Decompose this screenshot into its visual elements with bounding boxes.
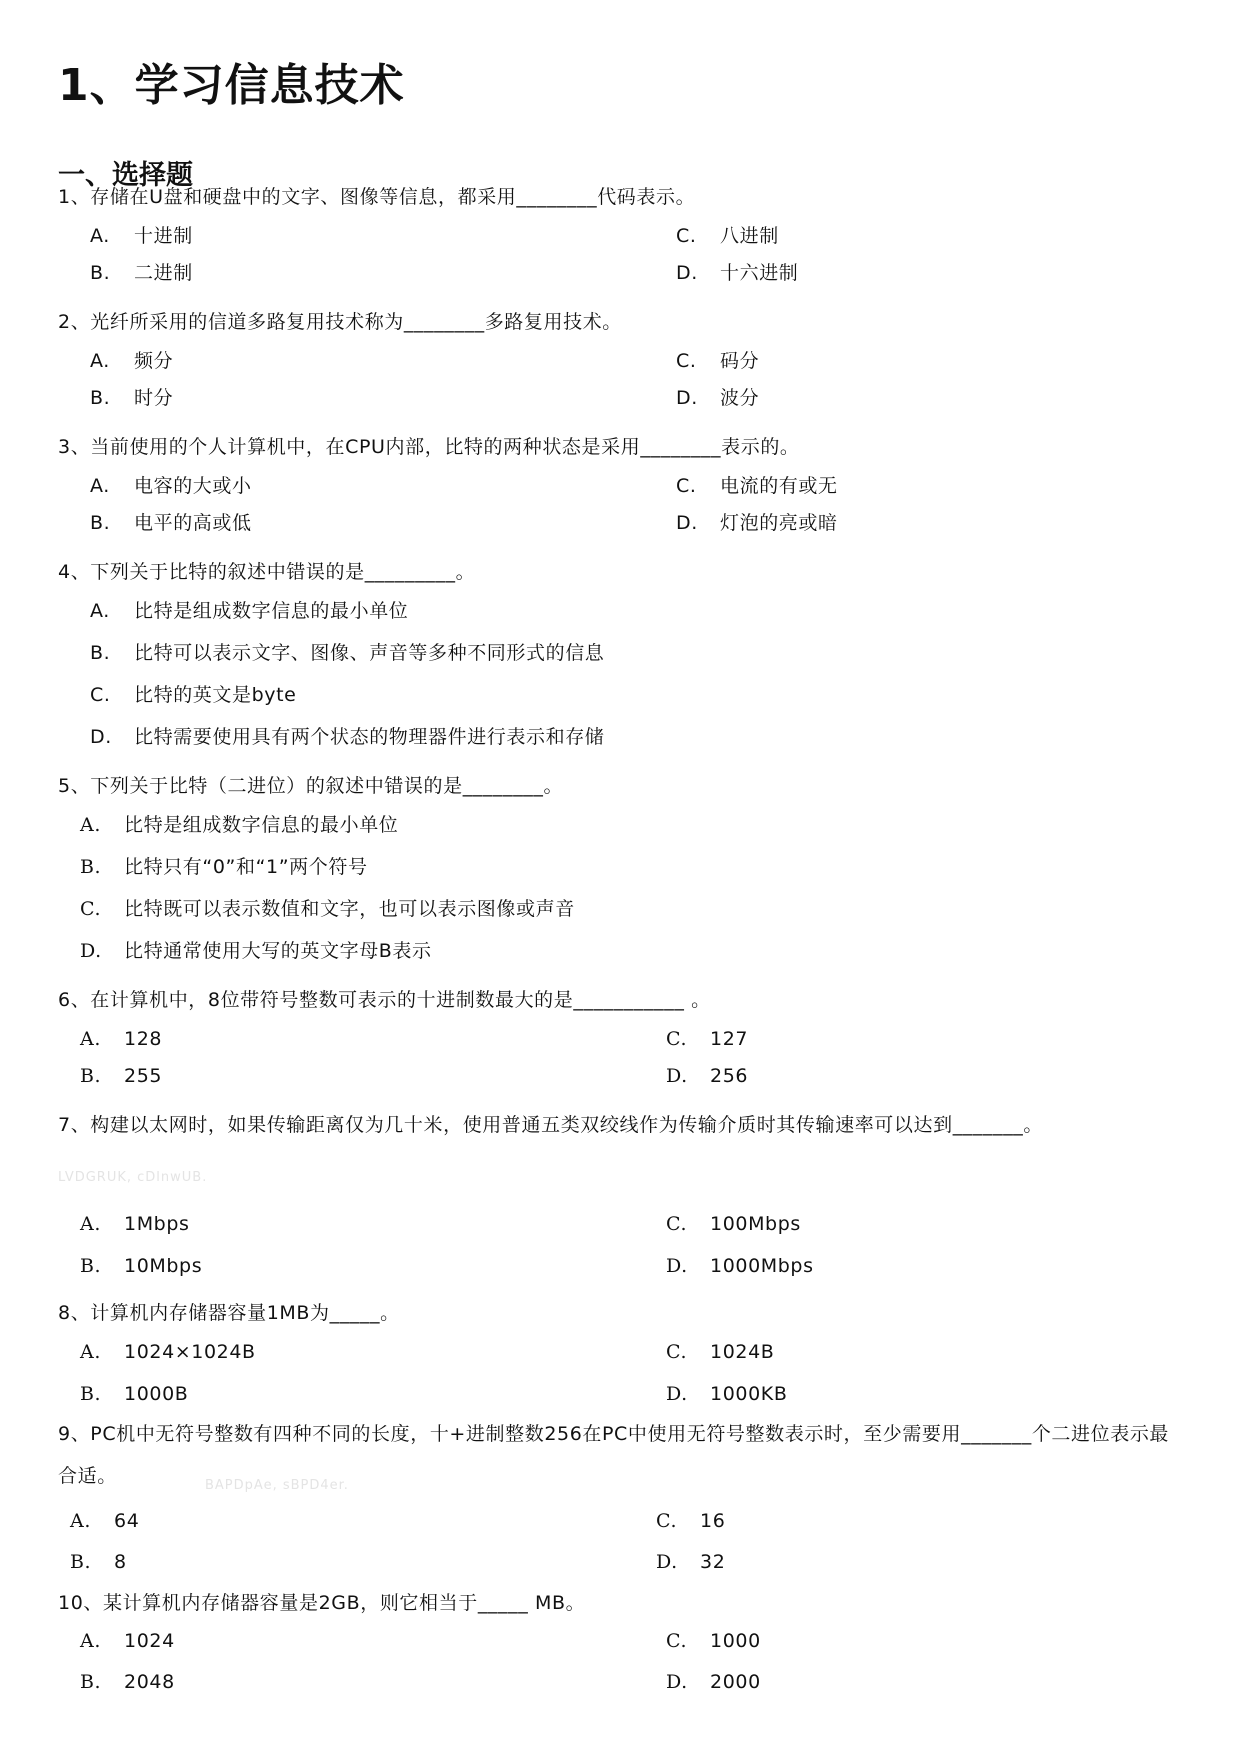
q4-option-c: C. 比特的英文是byte	[90, 684, 297, 706]
q3-option-b: B. 电平的高或低	[90, 512, 252, 534]
q9-option-a: A. 64	[70, 1510, 140, 1532]
question-5-stem: 5、下列关于比特（二进位）的叙述中错误的是________。	[58, 775, 564, 797]
question-6-stem: 6、在计算机中，8位带符号整数可表示的十进制数最大的是___________ 。	[58, 989, 711, 1011]
page-title: 1、学习信息技术	[58, 60, 405, 111]
q5-option-c: C. 比特既可以表示数值和文字，也可以表示图像或声音	[80, 898, 575, 920]
q7-option-d: D. 1000Mbps	[666, 1255, 814, 1277]
q3-option-d: D. 灯泡的亮或暗	[676, 512, 838, 534]
q6-option-c: C. 127	[666, 1028, 749, 1050]
q1-option-a: A. 十进制	[90, 225, 193, 247]
q5-option-d: D. 比特通常使用大写的英文字母B表示	[80, 940, 432, 962]
q2-option-a: A. 频分	[90, 350, 174, 372]
question-7-stem: 7、构建以太网时，如果传输距离仅为几十米，使用普通五类双绞线作为传输介质时其传输速率可以达到_______。	[58, 1114, 1043, 1136]
q3-option-a: A. 电容的大或小	[90, 475, 252, 497]
q7-option-c: C. 100Mbps	[666, 1213, 801, 1235]
question-4-stem: 4、下列关于比特的叙述中错误的是_________。	[58, 561, 476, 583]
q10-option-d: D. 2000	[666, 1671, 761, 1693]
question-2-stem: 2、光纤所采用的信道多路复用技术称为________多路复用技术。	[58, 311, 622, 333]
q2-option-d: D. 波分	[676, 387, 760, 409]
q4-option-a: A. 比特是组成数字信息的最小单位	[90, 600, 409, 622]
q8-option-b: B. 1000B	[80, 1383, 189, 1405]
faint-watermark-text: LVDGRUK, cDlnwUB.	[58, 1170, 208, 1185]
q1-option-d: D. 十六进制	[676, 262, 799, 284]
q5-option-a: A. 比特是组成数字信息的最小单位	[80, 814, 399, 836]
q9-option-c: C. 16	[656, 1510, 726, 1532]
q9-option-d: D. 32	[656, 1551, 726, 1573]
q2-option-b: B. 时分	[90, 387, 174, 409]
q8-option-a: A. 1024×1024B	[80, 1341, 256, 1363]
q10-option-b: B. 2048	[80, 1671, 175, 1693]
q1-option-c: C. 八进制	[676, 225, 779, 247]
q6-option-b: B. 255	[80, 1065, 163, 1087]
q8-option-d: D. 1000KB	[666, 1383, 788, 1405]
q4-option-d: D. 比特需要使用具有两个状态的物理器件进行表示和存储	[90, 726, 605, 748]
q8-option-c: C. 1024B	[666, 1341, 775, 1363]
q10-option-c: C. 1000	[666, 1630, 761, 1652]
q5-option-b: B. 比特只有“0”和“1”两个符号	[80, 856, 368, 878]
q1-option-b: B. 二进制	[90, 262, 193, 284]
q6-option-d: D. 256	[666, 1065, 749, 1087]
q9-option-b: B. 8	[70, 1551, 127, 1573]
question-8-stem: 8、计算机内存储器容量1MB为_____。	[58, 1302, 400, 1324]
faint-watermark-text-2: BAPDpAe, sBPD4er.	[205, 1478, 349, 1493]
question-10-stem: 10、某计算机内存储器容量是2GB，则它相当于_____ MB。	[58, 1592, 586, 1614]
q7-option-a: A. 1Mbps	[80, 1213, 190, 1235]
question-9-stem: 9、PC机中无符号整数有四种不同的长度，十+进制整数256在PC中使用无符号整数表示时，至少需要用_______个二进位表示最合适。	[58, 1423, 1170, 1487]
q4-option-b: B. 比特可以表示文字、图像、声音等多种不同形式的信息	[90, 642, 605, 664]
question-3-stem: 3、当前使用的个人计算机中，在CPU内部，比特的两种状态是采用________表示的。	[58, 436, 800, 458]
q2-option-c: C. 码分	[676, 350, 760, 372]
section-heading: 一、选择题	[58, 160, 193, 191]
q3-option-c: C. 电流的有或无	[676, 475, 838, 497]
question-1-stem: 1、存储在U盘和硬盘中的文字、图像等信息，都采用________代码表示。	[58, 186, 696, 208]
q10-option-a: A. 1024	[80, 1630, 175, 1652]
q6-option-a: A. 128	[80, 1028, 163, 1050]
q7-option-b: B. 10Mbps	[80, 1255, 203, 1277]
